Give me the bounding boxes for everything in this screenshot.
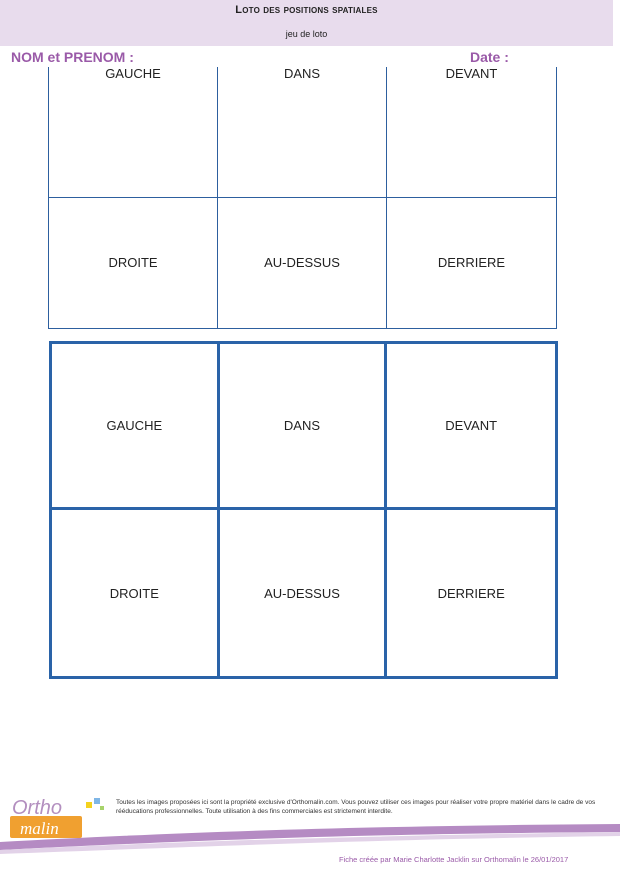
grid-cell: DANS: [218, 67, 387, 198]
grid-cell: GAUCHE: [52, 344, 220, 510]
loto-grid-bottom: [49, 341, 558, 679]
grid-cell: DROITE: [49, 198, 218, 329]
orthomalin-logo: [8, 796, 108, 841]
page-subtitle: jeu de loto: [285, 29, 328, 39]
grid-cell: DERRIERE: [437, 585, 505, 601]
grid-cell: DERRIERE: [437, 255, 506, 271]
header-band: [0, 0, 613, 46]
logo-text-top: Ortho: [12, 797, 63, 819]
page-title: Loto des positions spatiales: [235, 4, 378, 16]
grid-cell: DROITE: [52, 510, 220, 676]
date-field-label: Date :: [470, 49, 509, 65]
loto-grid-top: [48, 67, 557, 329]
grid-cell: DEVANT: [387, 67, 556, 198]
grid-cell: AU-DESSUS: [220, 510, 388, 676]
grid-cell: DANS: [220, 344, 388, 510]
logo-text-bottom: malin: [20, 819, 59, 838]
grid-cell: AU-DESSUS: [218, 198, 387, 329]
grid-cell: GAUCHE: [49, 67, 218, 198]
name-field-label: NOM et PRENOM :: [11, 49, 134, 65]
grid-cell: DEVANT: [387, 344, 555, 510]
copyright-disclaimer: Toutes les images proposées ici sont la propriété exclusive d'Orthomalin.com. Vous pouvez utiliser ces images pour réaliser votre propre matériel dans le cadre de vos rééducations professionnelles. Toute utilisation à des fins commerciales est strictement interdite.: [116, 799, 596, 815]
footer-credit: Fiche créée par Marie Charlotte Jacklin sur Orthomalin le 26/01/2017: [339, 855, 569, 864]
